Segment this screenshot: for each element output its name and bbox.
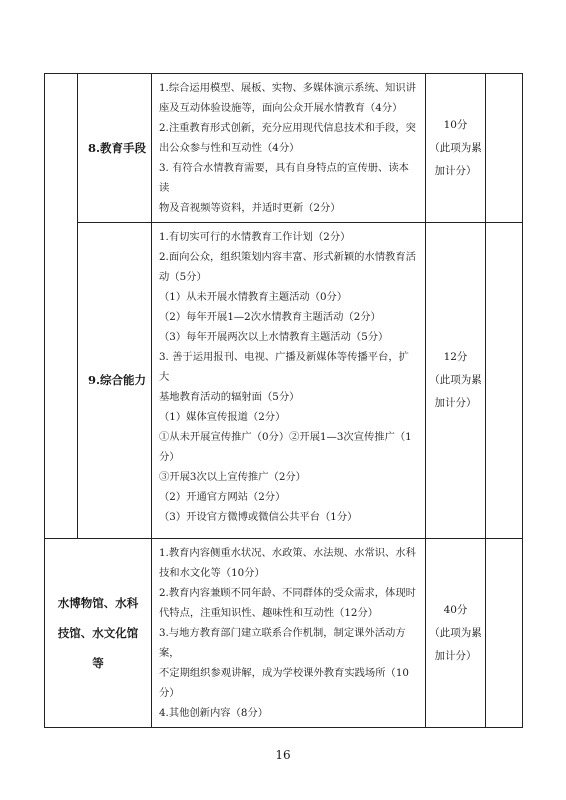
requirement-line: ③开展3次以上宣传推广（2分） (159, 471, 306, 483)
category-line: 技馆、水文化馆 (57, 626, 139, 640)
blank-cell (486, 74, 523, 223)
requirement-line: 2.面向公众，组织策划内容丰富、形式新颖的水情教育活 (159, 251, 416, 263)
requirement-line: （3）每年开展两次以上水情教育主题活动（5分） (159, 331, 389, 343)
requirement-line: 座及互动体验设施等，面向公众开展水情教育（4分） (159, 102, 403, 114)
table-row (45, 74, 523, 223)
requirement-line: （2）每年开展1—2次水情教育主题活动（2分） (159, 311, 381, 323)
table-row (45, 539, 523, 728)
requirement-line: 不定期组织参观讲解，成为学校课外教育实践场所（10分） (159, 667, 409, 699)
requirement-line: 出公众参与性和互动性（4分） (159, 142, 300, 154)
scoring-table (44, 73, 523, 728)
score-note: （此项为累 (429, 626, 482, 639)
requirement-line: （1）媒体宣传报道（2分） (159, 411, 286, 423)
category-group-cell (45, 74, 78, 539)
requirements-cell (152, 223, 426, 539)
requirement-line: （3）开设官方微博或微信公共平台（1分） (159, 511, 358, 523)
requirement-line: 1.有切实可行的水情教育工作计划（2分） (159, 231, 351, 243)
score-cell (426, 539, 486, 728)
requirement-line: 3.与地方教育部门建立联系合作机制，制定课外活动方案， (159, 627, 406, 659)
category-line: 等 (92, 656, 104, 670)
requirement-line: （2）开通官方网站（2分） (159, 491, 286, 503)
requirement-line: ①从未开展宣传推广（0分）②开展1—3次宣传推广（1分） (159, 431, 412, 463)
requirement-line: 4.其他创新内容（8分） (159, 707, 269, 719)
score-value: 12分 (443, 351, 468, 363)
score-note: 加计分） (434, 397, 477, 409)
requirement-line: 基地教育活动的辐射面（5分） (159, 391, 300, 403)
category-cell (45, 539, 152, 728)
score-value: 40分 (443, 603, 468, 616)
blank-cell (486, 539, 523, 728)
score-cell (426, 223, 486, 539)
requirement-line: （1）从未开展水情教育主题活动（0分） (159, 291, 348, 303)
score-cell (426, 74, 486, 223)
category-cell: 9.综合能力 (78, 223, 152, 539)
blank-cell (486, 223, 523, 539)
score-note: 加计分） (434, 649, 477, 662)
category-cell: 8.教育手段 (78, 74, 152, 223)
requirement-line: 3. 善于运用报刊、电视、广播及新媒体等传播平台，扩大 (159, 351, 409, 383)
requirements-cell (152, 74, 426, 223)
score-value: 10分 (443, 118, 468, 131)
requirement-line: 代特点，注重知识性、趣味性和互动性（12分） (159, 607, 379, 619)
table-row (45, 223, 523, 539)
requirement-line: 2.注重教育形式创新，充分应用现代信息技术和手段，突 (159, 122, 416, 134)
requirement-line: 动（5分） (159, 271, 207, 283)
requirement-line: 2.教育内容兼顾不同年龄、不同群体的受众需求，体现时 (159, 587, 416, 599)
requirement-line: 3. 有符合水情教育需要，具有自身特点的宣传册、读本读 (159, 162, 409, 194)
score-note: （此项为累 (429, 374, 482, 386)
requirement-line: 物及音视频等资料，并适时更新（2分） (159, 202, 341, 214)
score-note: 加计分） (434, 164, 477, 177)
requirement-line: 1.综合运用模型、展板、实物、多媒体演示系统、知识讲 (159, 82, 416, 94)
requirement-line: 技和水文化等（10分） (159, 567, 265, 579)
requirements-cell (152, 539, 426, 728)
score-note: （此项为累 (429, 141, 482, 154)
page-number: 16 (275, 748, 291, 762)
requirement-line: 1.教育内容侧重水状况、水政策、水法规、水常识、水科 (159, 547, 416, 559)
category-line: 水博物馆、水科 (57, 596, 139, 610)
